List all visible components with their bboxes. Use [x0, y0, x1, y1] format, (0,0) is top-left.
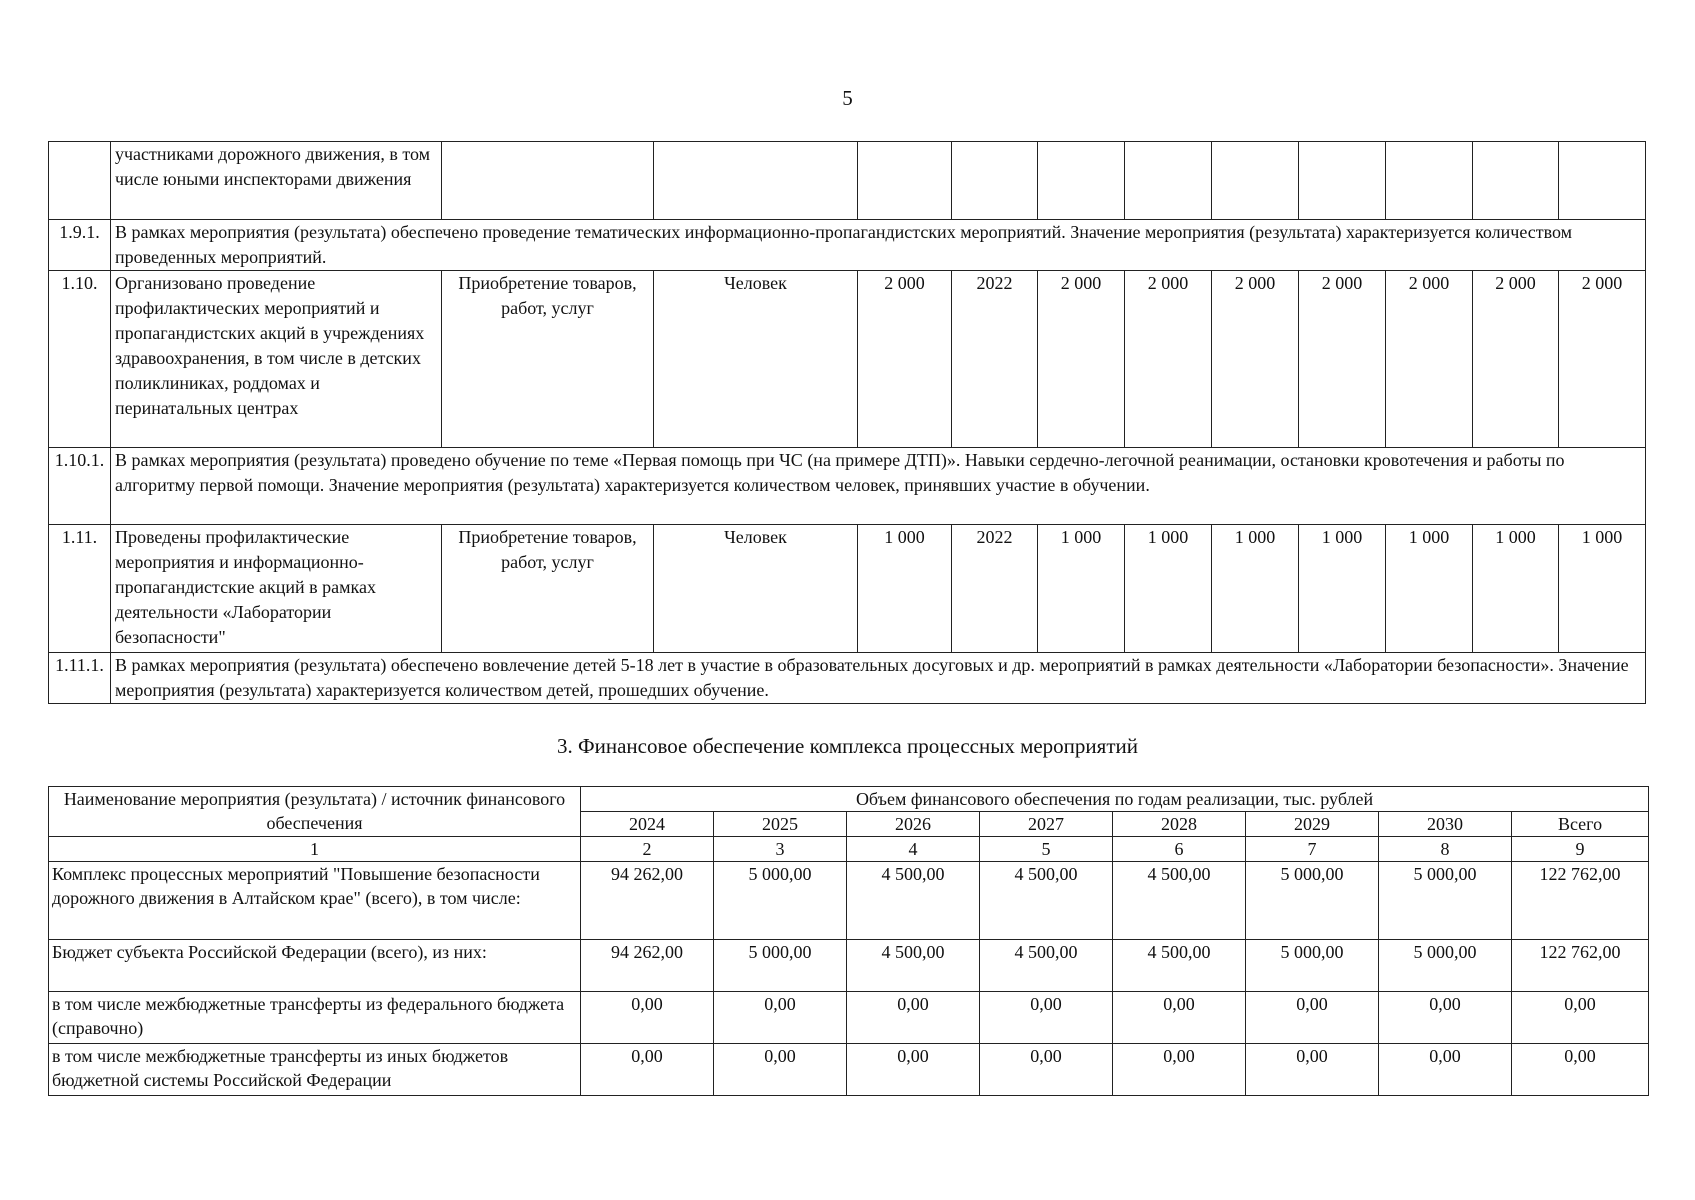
finance-table	[48, 786, 1649, 1096]
year-value-cell: 2 000	[1559, 271, 1646, 448]
funding-source-cell: Комплекс процессных мероприятий "Повышение безопасности дорожного движения в Алтайском крае" (всего), в том числе:	[49, 862, 581, 940]
year-value-cell: 1 000	[1559, 525, 1646, 653]
amount-cell: 122 762,00	[1512, 862, 1649, 940]
funding-source-cell: Бюджет субъекта Российской Федерации (всего), из них:	[49, 940, 581, 992]
column-number-cell: 7	[1246, 837, 1379, 862]
table-row	[49, 271, 1646, 448]
year-value-cell: 2 000	[1038, 271, 1125, 448]
funding-source-cell: в том числе межбюджетные трансферты из федерального бюджета (справочно)	[49, 992, 581, 1044]
amount-cell: 4 500,00	[1113, 940, 1246, 992]
year-value-cell: 1 000	[1473, 525, 1559, 653]
year-header-cell: 2025	[714, 812, 847, 837]
table-row	[49, 142, 1646, 220]
unit-cell: Человек	[654, 525, 858, 653]
year-value-cell: 1 000	[1299, 525, 1386, 653]
amount-cell: 5 000,00	[1379, 862, 1512, 940]
amount-cell: 5 000,00	[714, 940, 847, 992]
year-header-cell: 2029	[1246, 812, 1379, 837]
page-number: 5	[842, 86, 853, 110]
amount-cell: 4 500,00	[847, 862, 980, 940]
column-number-cell: 1	[49, 837, 581, 862]
amount-cell: 0,00	[714, 1044, 847, 1096]
amount-cell: 94 262,00	[581, 940, 714, 992]
year-value-cell: 1 000	[1038, 525, 1125, 653]
table-row	[49, 940, 1649, 992]
amount-cell: 0,00	[1379, 992, 1512, 1044]
amount-cell: 0,00	[1246, 1044, 1379, 1096]
activity-type-cell: Приобретение товаров, работ, услуг	[442, 271, 654, 448]
year-header-cell: 2026	[847, 812, 980, 837]
section-heading: 3. Финансовое обеспечение комплекса процессных мероприятий	[557, 734, 1138, 758]
row-number-cell: 1.11.	[49, 525, 111, 653]
result-description-cell: В рамках мероприятия (результата) проведено обучение по теме «Первая помощь при ЧС (на примере ДТП)». Навыки сердечно-легочной реанимации, остановки кровотечения и работы по алгоритму первой помощи. Значение мероприятия (результата) характеризуется количеством человек, принявших участие в обучении.	[111, 448, 1646, 525]
amount-cell: 0,00	[1512, 1044, 1649, 1096]
activity-name-cell: участниками дорожного движения, в том числе юными инспекторами движения	[111, 142, 442, 220]
year-value-cell: 1 000	[1212, 525, 1299, 653]
row-number-cell: 1.11.1.	[49, 653, 111, 704]
result-description-cell: В рамках мероприятия (результата) обеспечено вовлечение детей 5-18 лет в участие в образовательных досуговых и др. мероприятий в рамках деятельности «Лаборатории безопасности». Значение мероприятия (результата) характеризуется количеством детей, прошедших обучение.	[111, 653, 1646, 704]
column-number-cell: 5	[980, 837, 1113, 862]
year-header-cell: 2027	[980, 812, 1113, 837]
row-number-cell: 1.9.1.	[49, 220, 111, 271]
table-row	[49, 992, 1649, 1044]
amount-cell: 0,00	[1113, 992, 1246, 1044]
amount-cell: 122 762,00	[1512, 940, 1649, 992]
unit-cell: Человек	[654, 271, 858, 448]
amount-cell: 0,00	[980, 992, 1113, 1044]
amount-cell: 4 500,00	[847, 940, 980, 992]
column-number-cell: 4	[847, 837, 980, 862]
year-value-cell: 2 000	[1473, 271, 1559, 448]
row-number-cell	[49, 142, 111, 220]
table-row	[49, 448, 1646, 525]
column-number-cell: 3	[714, 837, 847, 862]
year-header-cell: 2024	[581, 812, 714, 837]
finance-header-row	[49, 787, 1649, 812]
funding-source-cell: в том числе межбюджетные трансферты из иных бюджетов бюджетной системы Российской Федерации	[49, 1044, 581, 1096]
activities-table	[48, 141, 1646, 704]
amount-cell: 0,00	[1379, 1044, 1512, 1096]
year-header-cell: Всего	[1512, 812, 1649, 837]
table-row	[49, 1044, 1649, 1096]
amount-cell: 0,00	[1512, 992, 1649, 1044]
amount-cell: 5 000,00	[1379, 940, 1512, 992]
table-row	[49, 653, 1646, 704]
amount-cell: 0,00	[980, 1044, 1113, 1096]
header-name-cell: Наименование мероприятия (результата) / источник финансового обеспечения	[49, 787, 581, 837]
table-row	[49, 525, 1646, 653]
amount-cell: 0,00	[847, 1044, 980, 1096]
column-number-cell: 9	[1512, 837, 1649, 862]
amount-cell: 5 000,00	[1246, 940, 1379, 992]
amount-cell: 0,00	[581, 1044, 714, 1096]
year-value-cell: 2 000	[1212, 271, 1299, 448]
amount-cell: 4 500,00	[980, 940, 1113, 992]
base-value-cell: 2 000	[858, 271, 952, 448]
amount-cell: 94 262,00	[581, 862, 714, 940]
amount-cell: 5 000,00	[714, 862, 847, 940]
table-row	[49, 862, 1649, 940]
amount-cell: 0,00	[1246, 992, 1379, 1044]
base-year-cell: 2022	[952, 525, 1038, 653]
year-header-cell: 2030	[1379, 812, 1512, 837]
activity-name-cell: Организовано проведение профилактических мероприятий и пропагандистских акций в учреждениях здравоохранения, в том числе в детских поликлиниках, роддомах и перинатальных центрах	[111, 271, 442, 448]
amount-cell: 0,00	[847, 992, 980, 1044]
result-description-cell: В рамках мероприятия (результата) обеспечено проведение тематических информационно-пропагандистских мероприятий. Значение мероприятия (результата) характеризуется количеством проведенных мероприятий.	[111, 220, 1646, 271]
base-value-cell: 1 000	[858, 525, 952, 653]
table-row	[49, 220, 1646, 271]
amount-cell: 0,00	[1113, 1044, 1246, 1096]
row-number-cell: 1.10.1.	[49, 448, 111, 525]
header-volume-cell: Объем финансового обеспечения по годам реализации, тыс. рублей	[581, 787, 1649, 812]
year-value-cell: 1 000	[1386, 525, 1473, 653]
column-number-cell: 2	[581, 837, 714, 862]
year-value-cell: 2 000	[1386, 271, 1473, 448]
column-number-cell: 6	[1113, 837, 1246, 862]
amount-cell: 0,00	[714, 992, 847, 1044]
base-year-cell: 2022	[952, 271, 1038, 448]
year-value-cell: 1 000	[1125, 525, 1212, 653]
year-value-cell: 2 000	[1299, 271, 1386, 448]
amount-cell: 4 500,00	[1113, 862, 1246, 940]
finance-colnum-row	[49, 837, 1649, 862]
year-header-cell: 2028	[1113, 812, 1246, 837]
row-number-cell: 1.10.	[49, 271, 111, 448]
amount-cell: 5 000,00	[1246, 862, 1379, 940]
column-number-cell: 8	[1379, 837, 1512, 862]
year-value-cell: 2 000	[1125, 271, 1212, 448]
amount-cell: 0,00	[581, 992, 714, 1044]
amount-cell: 4 500,00	[980, 862, 1113, 940]
activity-name-cell: Проведены профилактические мероприятия и информационно-пропагандистские акций в рамках деятельности «Лаборатории безопасности"	[111, 525, 442, 653]
activity-type-cell: Приобретение товаров, работ, услуг	[442, 525, 654, 653]
